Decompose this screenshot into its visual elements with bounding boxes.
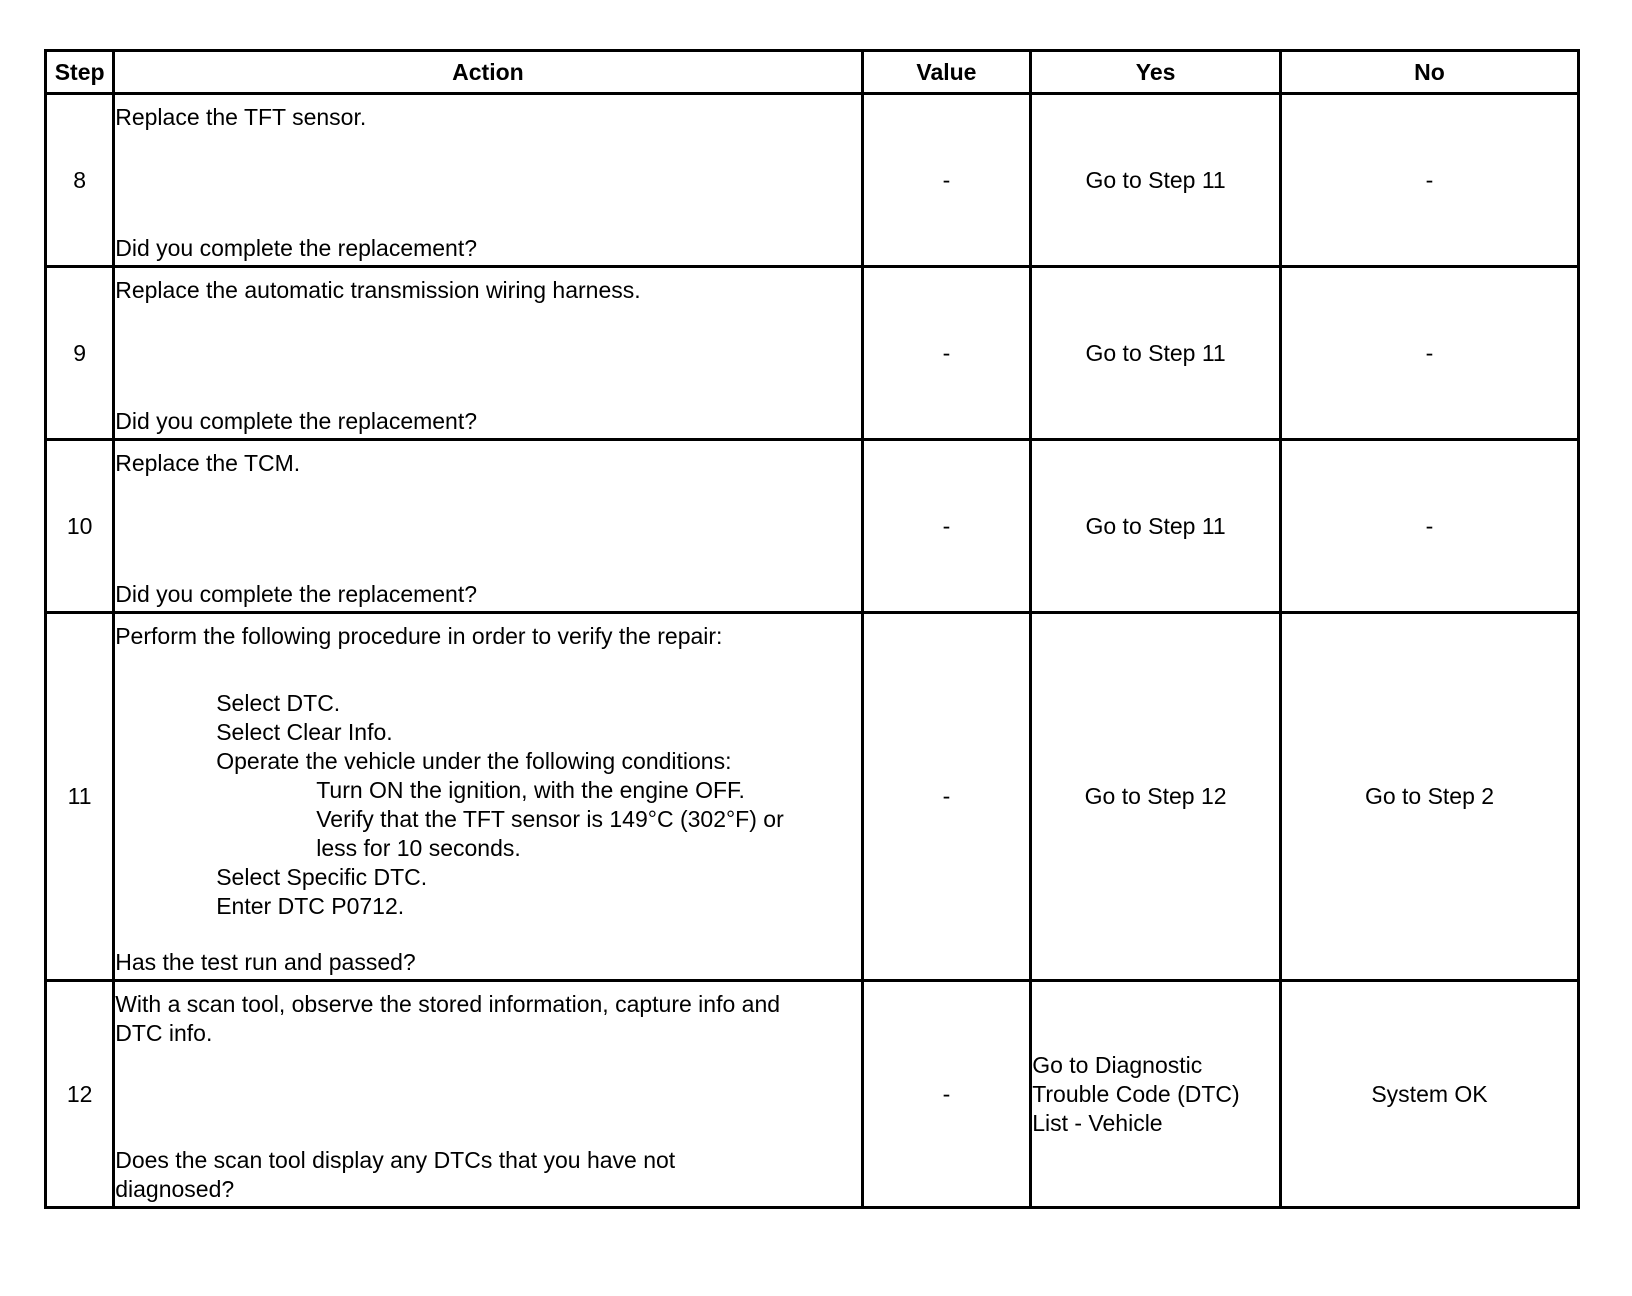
action-cell	[114, 94, 862, 267]
procedure-step: Select Specific DTC.	[216, 864, 428, 890]
procedure-substep: less for 10 seconds.	[316, 835, 521, 861]
value-cell: -	[862, 613, 1031, 981]
diagnostic-table	[44, 49, 1580, 1209]
action-question-line: Does the scan tool display any DTCs that you have not	[115, 1147, 676, 1173]
yes-cell	[1031, 981, 1281, 1208]
action-cell	[114, 981, 862, 1208]
header-value: Value	[862, 51, 1031, 94]
step-number: 9	[46, 267, 114, 440]
header-action: Action	[114, 51, 862, 94]
header-yes: Yes	[1031, 51, 1281, 94]
action-cell	[114, 613, 862, 981]
step-number: 12	[46, 981, 114, 1208]
action-question-line: diagnosed?	[115, 1176, 235, 1202]
procedure-step: Operate the vehicle under the following conditions:	[216, 748, 732, 774]
yes-cell: Go to Step 11	[1031, 440, 1281, 613]
table-row	[46, 267, 1579, 440]
no-cell: System OK	[1281, 981, 1579, 1208]
value-cell: -	[862, 267, 1031, 440]
action-instruction-line: With a scan tool, observe the stored information, capture info and	[115, 991, 781, 1017]
no-cell: -	[1281, 267, 1579, 440]
step-number: 8	[46, 94, 114, 267]
action-instruction: Perform the following procedure in order to verify the repair:	[115, 623, 723, 649]
table-row	[46, 94, 1579, 267]
table-row	[46, 440, 1579, 613]
procedure-step: Select Clear Info.	[216, 719, 393, 745]
procedure-list	[115, 689, 860, 921]
no-cell: Go to Step 2	[1281, 613, 1579, 981]
header-step: Step	[46, 51, 114, 94]
value-cell: -	[862, 981, 1031, 1208]
yes-link-line: List - Vehicle	[1032, 1109, 1163, 1136]
yes-link-line: Trouble Code (DTC)	[1032, 1080, 1240, 1107]
action-instruction: Replace the automatic transmission wiring harness.	[115, 277, 641, 303]
procedure-step: Select DTC.	[216, 690, 341, 716]
header-no: No	[1281, 51, 1579, 94]
action-cell	[114, 267, 862, 440]
action-question: Has the test run and passed?	[115, 949, 416, 975]
yes-cell: Go to Step 11	[1031, 94, 1281, 267]
no-cell: -	[1281, 440, 1579, 613]
action-cell	[114, 440, 862, 613]
table-row	[46, 613, 1579, 981]
action-question: Did you complete the replacement?	[115, 235, 478, 261]
step-number: 11	[46, 613, 114, 981]
yes-cell: Go to Step 12	[1031, 613, 1281, 981]
action-instruction-line: DTC info.	[115, 1020, 213, 1046]
step-number: 10	[46, 440, 114, 613]
no-cell: -	[1281, 94, 1579, 267]
action-question: Did you complete the replacement?	[115, 408, 478, 434]
procedure-substep: Turn ON the ignition, with the engine OFF.	[316, 777, 745, 803]
action-instruction: Replace the TFT sensor.	[115, 104, 367, 130]
value-cell: -	[862, 440, 1031, 613]
table-row	[46, 981, 1579, 1208]
action-question: Did you complete the replacement?	[115, 581, 478, 607]
procedure-substep: Verify that the TFT sensor is 149°C (302°F) or	[316, 806, 784, 832]
action-instruction: Replace the TCM.	[115, 450, 301, 476]
yes-cell: Go to Step 11	[1031, 267, 1281, 440]
procedure-step: Enter DTC P0712.	[216, 893, 405, 919]
yes-link-line: Go to Diagnostic	[1032, 1051, 1203, 1078]
header-row	[46, 51, 1579, 94]
value-cell: -	[862, 94, 1031, 267]
